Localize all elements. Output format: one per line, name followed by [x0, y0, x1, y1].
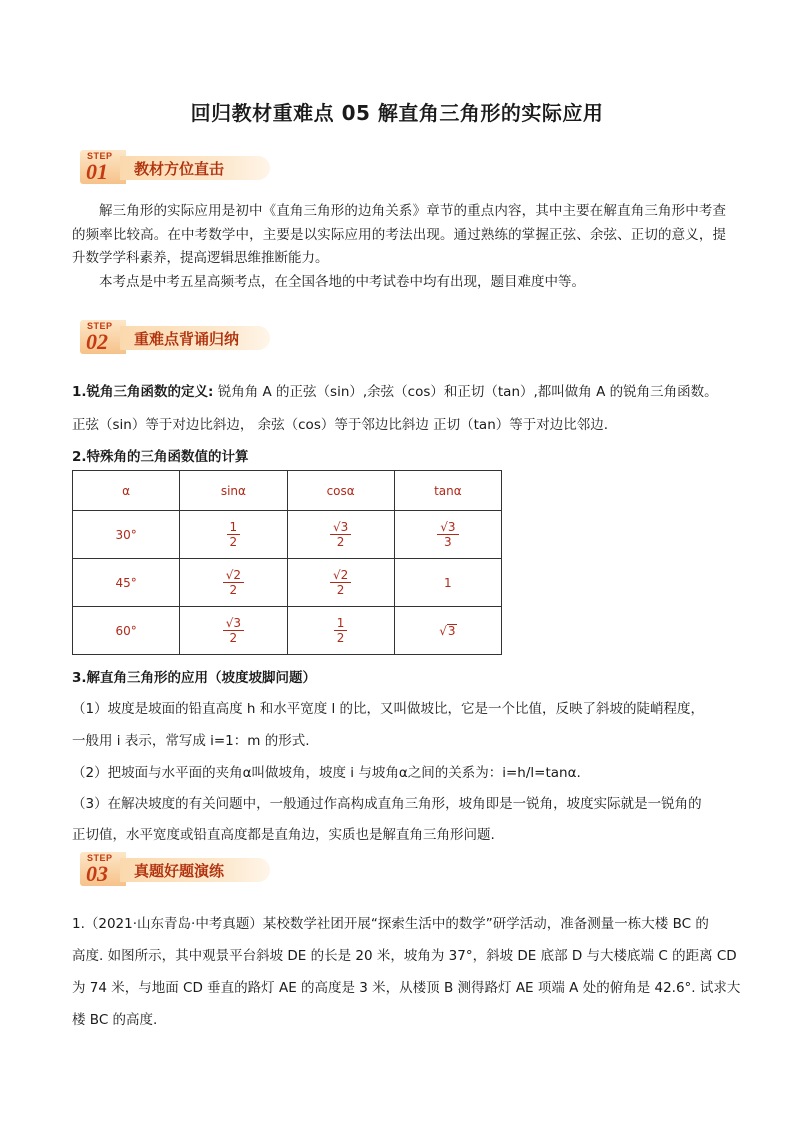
step-title: 真题好题演练	[134, 862, 225, 880]
intro-paragraph-1: 解三角形的实际应用是初中《直角三角形的边角关系》章节的重点内容，其中主要在解直角三角形中考查的频率比较高。在中考数学中，主要是以实际应用的考法出现。通过熟练的掌握正弦、余弦、正切的意义，提升数学学科素养，提高逻辑思维推断能力。	[72, 203, 726, 266]
table-header-cell: α	[73, 471, 180, 511]
table-header-cell: cosα	[287, 471, 394, 511]
tan-cell: √3	[394, 607, 501, 655]
slope-heading: 3.解直角三角形的应用（坡度坡脚问题）	[72, 670, 317, 686]
angle-cell: 60°	[73, 607, 180, 655]
step-03-header	[80, 852, 270, 886]
step-number: 02	[86, 329, 108, 354]
problem-line-1: 1.（2021·山东青岛·中考真题）某校数学社团开展“探索生活中的数学”研学活动，准备测量一栋大楼 BC 的	[72, 916, 709, 932]
step-01-header	[80, 150, 270, 184]
table-header-cell: tanα	[394, 471, 501, 511]
table-header-cell: sinα	[180, 471, 287, 511]
special-angle-table	[72, 470, 502, 655]
slope-line-3: （2）把坡面与水平面的夹角α叫做坡角，坡度 i 与坡角α之间的关系为：i=h/l=tanα.	[72, 765, 581, 781]
angle-cell: 45°	[73, 559, 180, 607]
intro-section	[72, 200, 726, 294]
table-row	[73, 559, 502, 607]
problem-line-3: 为 74 米，与地面 CD 垂直的路灯 AE 的高度是 3 米，从楼顶 B 测得路灯 AE 项端 A 处的俯角是 42.6°. 试求大	[72, 980, 741, 996]
special-angles-heading: 2.特殊角的三角函数值的计算	[72, 449, 249, 465]
step-title-bar	[120, 156, 270, 180]
cos-cell: $\frac{√2}{2}$	[287, 559, 394, 607]
angle-cell: 30°	[73, 511, 180, 559]
step-02-header	[80, 320, 270, 354]
intro-paragraph-2: 本考点是中考五星高频考点，在全国各地的中考试卷中均有出现，题目难度中等。	[99, 273, 585, 290]
step-title-bar	[120, 858, 270, 882]
slope-line-5: 正切值，水平宽度或铅直高度都是直角边，实质也是解直角三角形问题.	[72, 827, 495, 843]
table-header-row	[73, 471, 502, 511]
step-title-bar	[120, 326, 270, 350]
sin-cell: $\frac{1}{2}$	[180, 511, 287, 559]
sin-cell: $\frac{√3}{2}$	[180, 607, 287, 655]
tan-cell: $\frac{√3}{3}$	[394, 511, 501, 559]
sin-cell: $\frac{√2}{2}$	[180, 559, 287, 607]
definition-line-1	[72, 380, 732, 400]
table-row	[73, 511, 502, 559]
cos-cell: $\frac{1}{2}$	[287, 607, 394, 655]
page-title: 回归教材重难点 05 解直角三角形的实际应用	[190, 101, 604, 125]
step-label: STEP	[87, 321, 113, 331]
slope-line-1: （1）坡度是坡面的铅直高度 h 和水平宽度 l 的比，又叫做坡比，它是一个比值，反映了斜坡的陡峭程度，	[72, 701, 705, 717]
step-number: 03	[86, 861, 108, 886]
definition-line-2: 正弦（sin）等于对边比斜边， 余弦（cos）等于邻边比斜边 正切（tan）等于对边比邻边.	[72, 417, 609, 433]
problem-line-4: 楼 BC 的高度.	[72, 1012, 158, 1028]
step-title: 重难点背诵归纳	[134, 330, 240, 348]
tan-cell: 1	[394, 559, 501, 607]
definition-text: 锐角角 A 的正弦（sin）,余弦（cos）和正切（tan）,都叫做角 A 的锐角三角函数。	[213, 384, 718, 400]
problem-line-2: 高度. 如图所示，其中观景平台斜坡 DE 的长是 20 米，坡角为 37°，斜坡 DE 底部 D 与大楼底端 C 的距离 CD	[72, 948, 737, 964]
definition-heading: 1.锐角三角函数的定义:	[72, 384, 214, 400]
step-title: 教材方位直击	[134, 160, 225, 178]
step-label: STEP	[87, 853, 113, 863]
table-row	[73, 607, 502, 655]
slope-line-2: 一般用 i 表示，常写成 i=1：m 的形式.	[72, 733, 310, 749]
step-number: 01	[86, 159, 108, 184]
step-label: STEP	[87, 151, 113, 161]
cos-cell: $\frac{√3}{2}$	[287, 511, 394, 559]
slope-line-4: （3）在解决坡度的有关问题中，一般通过作高构成直角三角形，坡角即是一锐角，坡度实际就是一锐角的	[72, 796, 702, 812]
